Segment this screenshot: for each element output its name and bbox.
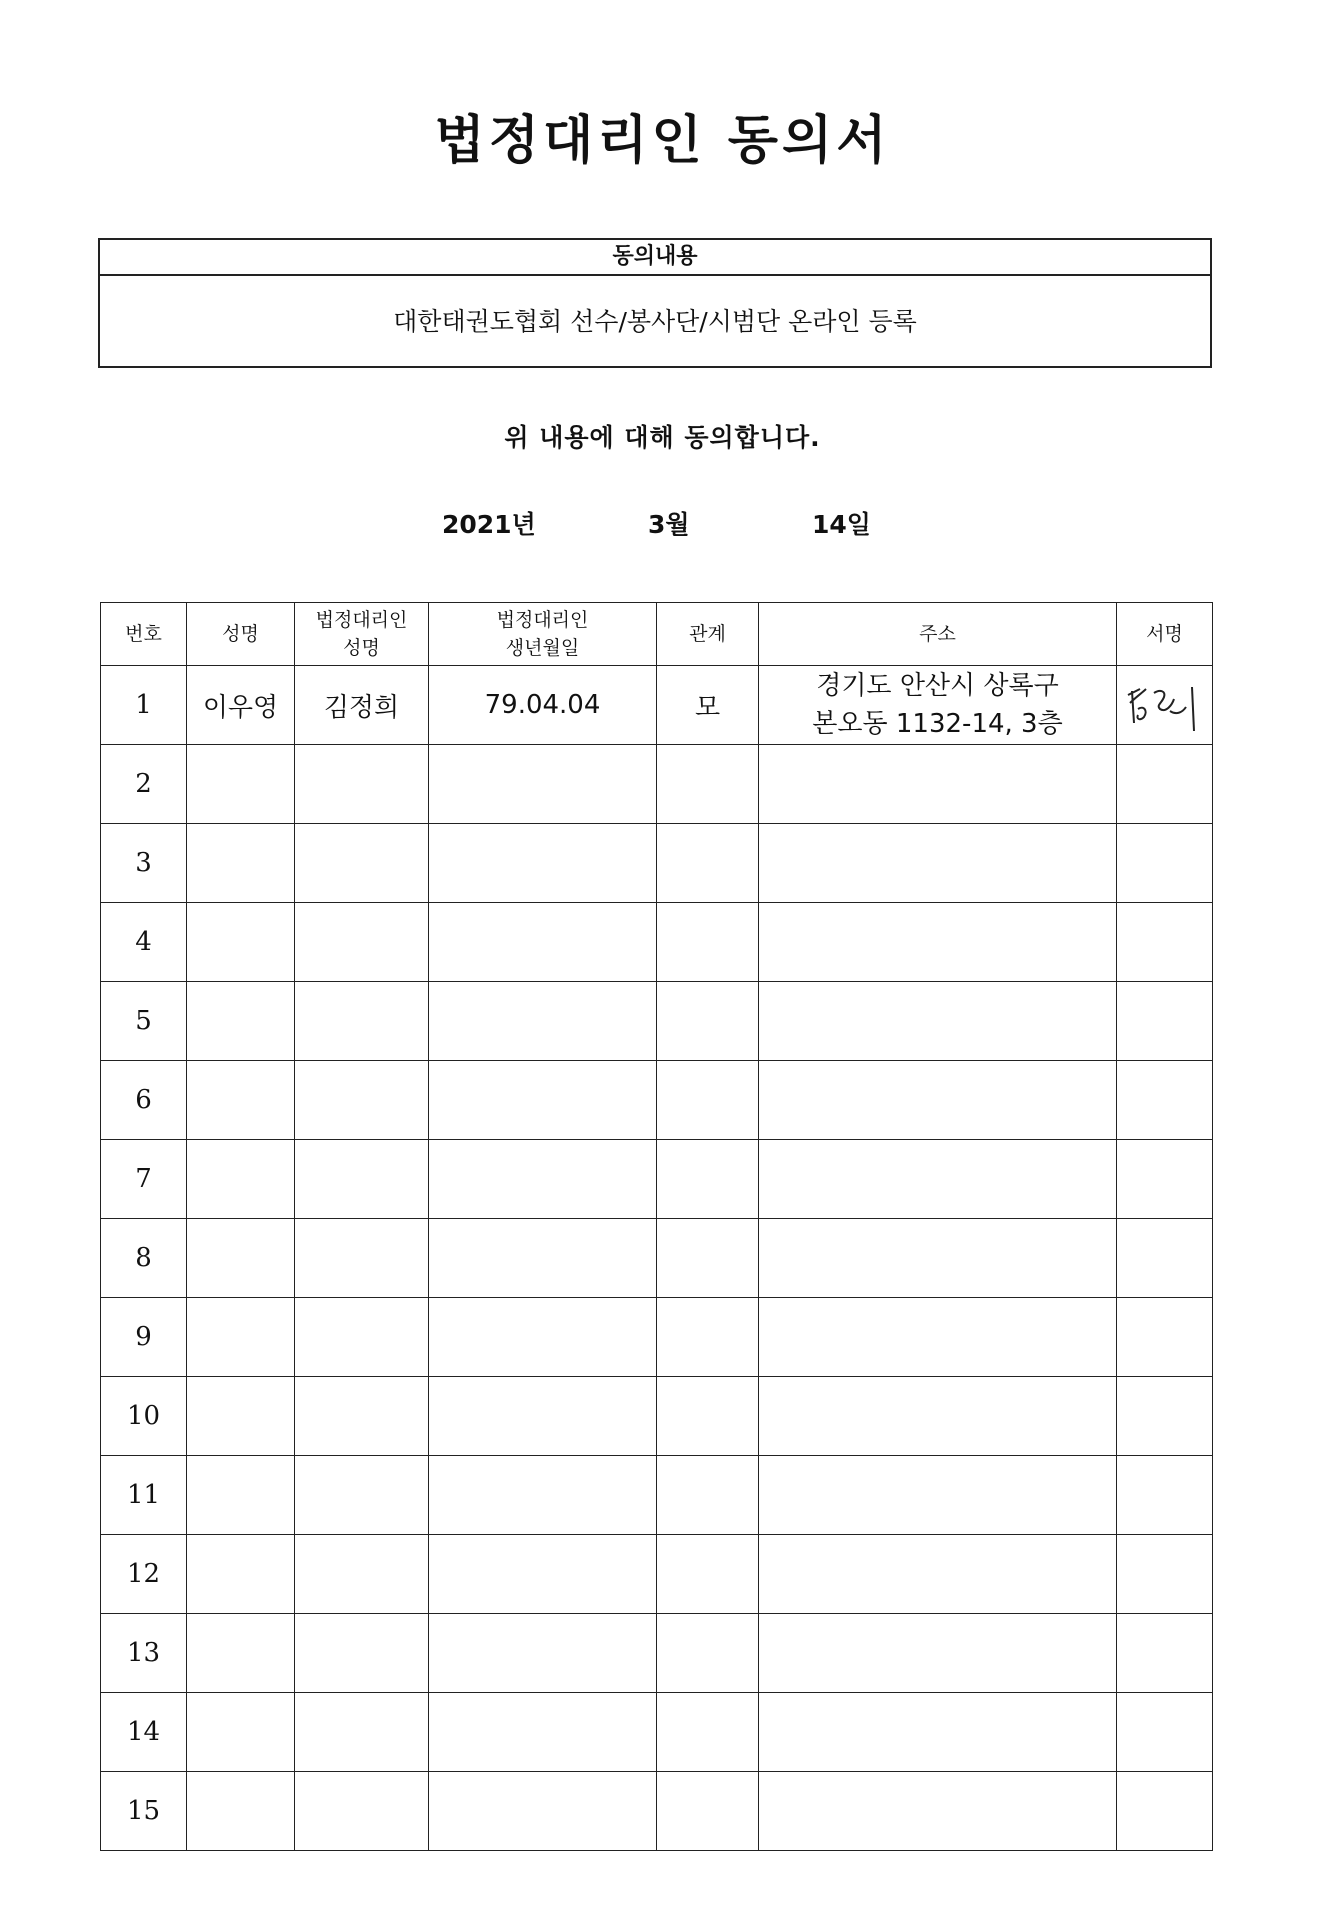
table-row — [101, 1693, 1213, 1772]
cell-relation: 모 — [657, 666, 759, 745]
cell-name — [187, 1535, 295, 1614]
cell-relation — [657, 1140, 759, 1219]
cell-no: 6 — [101, 1061, 187, 1140]
cell-rep-birth — [429, 1298, 657, 1377]
cell-address — [759, 1772, 1117, 1851]
cell-rep-name — [295, 1061, 429, 1140]
cell-relation — [657, 1614, 759, 1693]
cell-no: 13 — [101, 1614, 187, 1693]
cell-signature — [1117, 824, 1213, 903]
table-row — [101, 1614, 1213, 1693]
cell-rep-birth — [429, 824, 657, 903]
header-rep-birth — [429, 603, 657, 666]
cell-rep-birth — [429, 1614, 657, 1693]
cell-rep-birth — [429, 1772, 657, 1851]
header-rep-birth-line2: 생년월일 — [505, 637, 580, 659]
cell-rep-birth — [429, 1456, 657, 1535]
header-name: 성명 — [187, 603, 295, 666]
cell-relation — [657, 1298, 759, 1377]
cell-no: 4 — [101, 903, 187, 982]
cell-name — [187, 1377, 295, 1456]
cell-no: 12 — [101, 1535, 187, 1614]
cell-signature — [1117, 903, 1213, 982]
cell-no: 3 — [101, 824, 187, 903]
cell-name — [187, 1140, 295, 1219]
consent-header: 동의내용 — [100, 240, 1210, 276]
table-row — [101, 745, 1213, 824]
cell-rep-birth — [429, 1377, 657, 1456]
cell-signature — [1117, 982, 1213, 1061]
cell-rep-name — [295, 1219, 429, 1298]
header-signature: 서명 — [1117, 603, 1213, 666]
header-rep-name-line2: 성명 — [343, 637, 380, 659]
cell-relation — [657, 1456, 759, 1535]
agree-statement: 위 내용에 대해 동의합니다. — [504, 423, 821, 452]
cell-signature — [1117, 1456, 1213, 1535]
cell-address — [759, 1693, 1117, 1772]
cell-rep-name — [295, 1140, 429, 1219]
cell-relation — [657, 745, 759, 824]
table-row — [101, 1772, 1213, 1851]
table-row — [101, 982, 1213, 1061]
cell-address — [759, 824, 1117, 903]
cell-address — [759, 1298, 1117, 1377]
header-no: 번호 — [101, 603, 187, 666]
cell-rep-name — [295, 903, 429, 982]
guardian-table — [100, 602, 1213, 1851]
address-line2: 본오동 1132-14, 3층 — [812, 709, 1063, 739]
cell-name: 이우영 — [187, 666, 295, 745]
cell-rep-birth — [429, 745, 657, 824]
cell-rep-name — [295, 1456, 429, 1535]
cell-rep-name: 김정희 — [295, 666, 429, 745]
cell-signature — [1117, 1535, 1213, 1614]
table-row — [101, 1298, 1213, 1377]
cell-address — [759, 1535, 1117, 1614]
cell-rep-birth — [429, 1535, 657, 1614]
cell-name — [187, 1298, 295, 1377]
cell-rep-name — [295, 1377, 429, 1456]
header-rep-birth-line1: 법정대리인 — [496, 609, 589, 631]
cell-address — [759, 982, 1117, 1061]
table-row — [101, 1456, 1213, 1535]
cell-signature — [1117, 1377, 1213, 1456]
table-row — [101, 1140, 1213, 1219]
cell-name — [187, 824, 295, 903]
table-header-row — [101, 603, 1213, 666]
cell-address — [759, 1140, 1117, 1219]
cell-rep-name — [295, 1772, 429, 1851]
cell-rep-birth: 79.04.04 — [429, 666, 657, 745]
date-year: 2021년 — [442, 510, 536, 539]
consent-box — [98, 238, 1212, 368]
consent-text: 대한태권도협회 선수/봉사단/시범단 온라인 등록 — [393, 307, 917, 336]
cell-signature — [1117, 1772, 1213, 1851]
cell-name — [187, 1693, 295, 1772]
document-title: 법정대리인 동의서 — [434, 111, 891, 171]
cell-rep-name — [295, 1614, 429, 1693]
cell-no: 2 — [101, 745, 187, 824]
cell-relation — [657, 903, 759, 982]
cell-name — [187, 745, 295, 824]
table-row — [101, 824, 1213, 903]
cell-rep-name — [295, 1535, 429, 1614]
header-rep-name-line1: 법정대리인 — [315, 609, 408, 631]
cell-name — [187, 1061, 295, 1140]
cell-rep-name — [295, 824, 429, 903]
table-row — [101, 666, 1213, 745]
cell-relation — [657, 982, 759, 1061]
table-row — [101, 1535, 1213, 1614]
cell-no: 1 — [101, 666, 187, 745]
cell-no: 8 — [101, 1219, 187, 1298]
cell-rep-name — [295, 982, 429, 1061]
cell-name — [187, 1456, 295, 1535]
cell-name — [187, 1614, 295, 1693]
cell-rep-birth — [429, 903, 657, 982]
cell-name — [187, 1219, 295, 1298]
cell-relation — [657, 1535, 759, 1614]
header-rep-name — [295, 603, 429, 666]
cell-signature — [1117, 745, 1213, 824]
header-relation: 관계 — [657, 603, 759, 666]
cell-signature — [1117, 666, 1213, 745]
cell-relation — [657, 1061, 759, 1140]
cell-no: 7 — [101, 1140, 187, 1219]
cell-name — [187, 1772, 295, 1851]
cell-no: 5 — [101, 982, 187, 1061]
cell-signature — [1117, 1693, 1213, 1772]
cell-address — [759, 1456, 1117, 1535]
table-row — [101, 903, 1213, 982]
cell-no: 15 — [101, 1772, 187, 1851]
cell-relation — [657, 824, 759, 903]
table-row — [101, 1061, 1213, 1140]
cell-address — [759, 1377, 1117, 1456]
cell-rep-birth — [429, 1219, 657, 1298]
cell-rep-name — [295, 745, 429, 824]
cell-signature — [1117, 1061, 1213, 1140]
cell-rep-birth — [429, 1061, 657, 1140]
cell-no: 9 — [101, 1298, 187, 1377]
cell-signature — [1117, 1219, 1213, 1298]
cell-relation — [657, 1772, 759, 1851]
cell-rep-name — [295, 1298, 429, 1377]
table-row — [101, 1377, 1213, 1456]
cell-address — [759, 1061, 1117, 1140]
address-line1: 경기도 안산시 상록구 — [816, 671, 1059, 701]
cell-name — [187, 982, 295, 1061]
cell-address — [759, 903, 1117, 982]
cell-name — [187, 903, 295, 982]
cell-address — [759, 745, 1117, 824]
header-address: 주소 — [759, 603, 1117, 666]
cell-address — [759, 1614, 1117, 1693]
cell-relation — [657, 1219, 759, 1298]
date-day: 14일 — [812, 510, 871, 539]
cell-rep-birth — [429, 1693, 657, 1772]
cell-no: 10 — [101, 1377, 187, 1456]
cell-no: 14 — [101, 1693, 187, 1772]
date-month: 3월 — [648, 510, 690, 539]
cell-no: 11 — [101, 1456, 187, 1535]
signature-mark — [1120, 675, 1210, 735]
cell-signature — [1117, 1614, 1213, 1693]
cell-address — [759, 666, 1117, 745]
cell-relation — [657, 1377, 759, 1456]
cell-signature — [1117, 1298, 1213, 1377]
cell-relation — [657, 1693, 759, 1772]
cell-rep-birth — [429, 982, 657, 1061]
cell-rep-birth — [429, 1140, 657, 1219]
cell-signature — [1117, 1140, 1213, 1219]
cell-rep-name — [295, 1693, 429, 1772]
table-row — [101, 1219, 1213, 1298]
cell-address — [759, 1219, 1117, 1298]
